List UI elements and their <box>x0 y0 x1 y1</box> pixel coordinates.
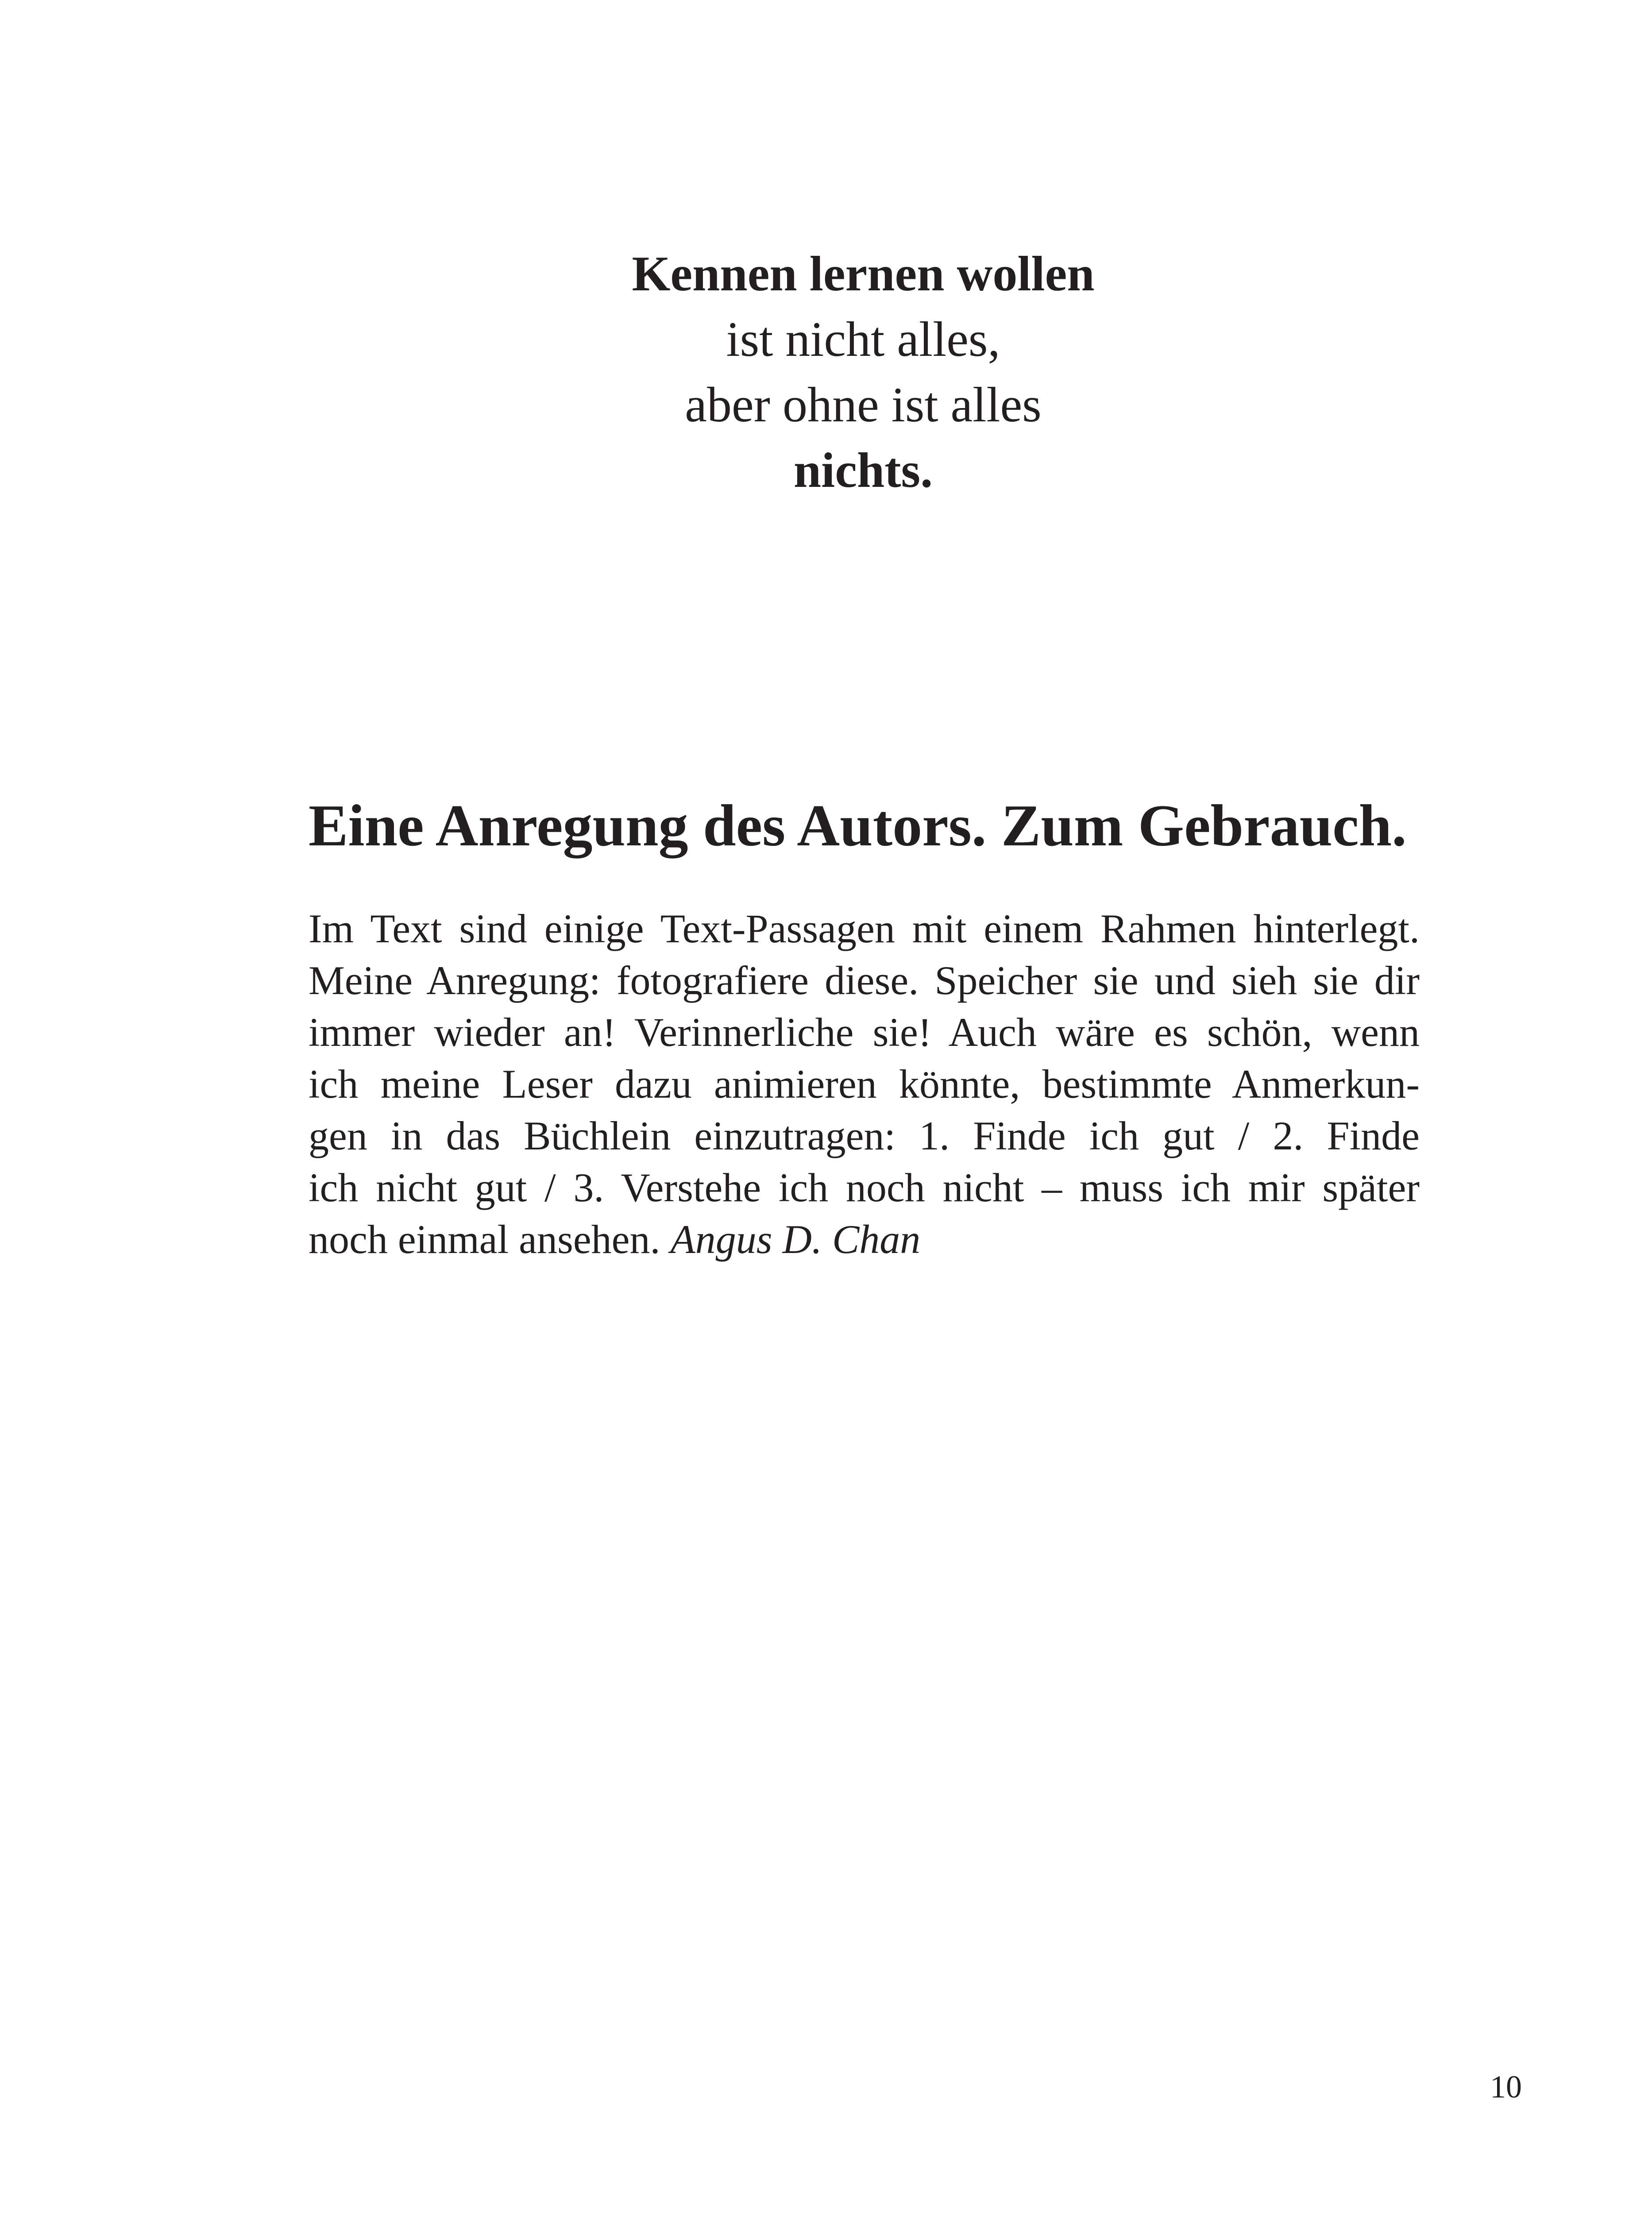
paragraph-line: immer wieder an! Verinnerliche sie! Auch wäre es schön, wenn <box>309 1010 1420 1055</box>
paragraph-last-line <box>309 1214 1420 1265</box>
motto-line-1: Kennen lernen wollen <box>632 247 1095 301</box>
paragraph-line: noch einmal ansehen. <box>309 1217 660 1262</box>
paragraph-line: ich nicht gut / 3. Verstehe ich noch nicht – muss ich mir später <box>309 1165 1420 1210</box>
paragraph-line: gen in das Büchlein einzutragen: 1. Finde ich gut / 2. Finde <box>309 1113 1420 1158</box>
motto <box>0 241 1652 503</box>
motto-line-3: aber ohne ist alles <box>685 378 1042 432</box>
motto-line-2: ist nicht alles, <box>726 312 1000 367</box>
page-number: 10 <box>1490 2069 1522 2105</box>
paragraph-line: Im Text sind einige Text-Passagen mit einem Rahmen hinterlegt. <box>309 906 1420 951</box>
motto-line-4: nichts. <box>793 443 933 498</box>
section-heading: Eine Anregung des Autors. Zum Gebrauch. <box>309 793 1407 858</box>
paragraph-line: ich meine Leser dazu animieren könnte, bestimmte Anmerkun- <box>309 1061 1420 1106</box>
body-paragraph <box>309 903 1420 1265</box>
paragraph-line: Meine Anregung: fotografiere diese. Speicher sie und sieh sie dir <box>309 958 1420 1003</box>
author-signature: Angus D. Chan <box>670 1217 921 1262</box>
